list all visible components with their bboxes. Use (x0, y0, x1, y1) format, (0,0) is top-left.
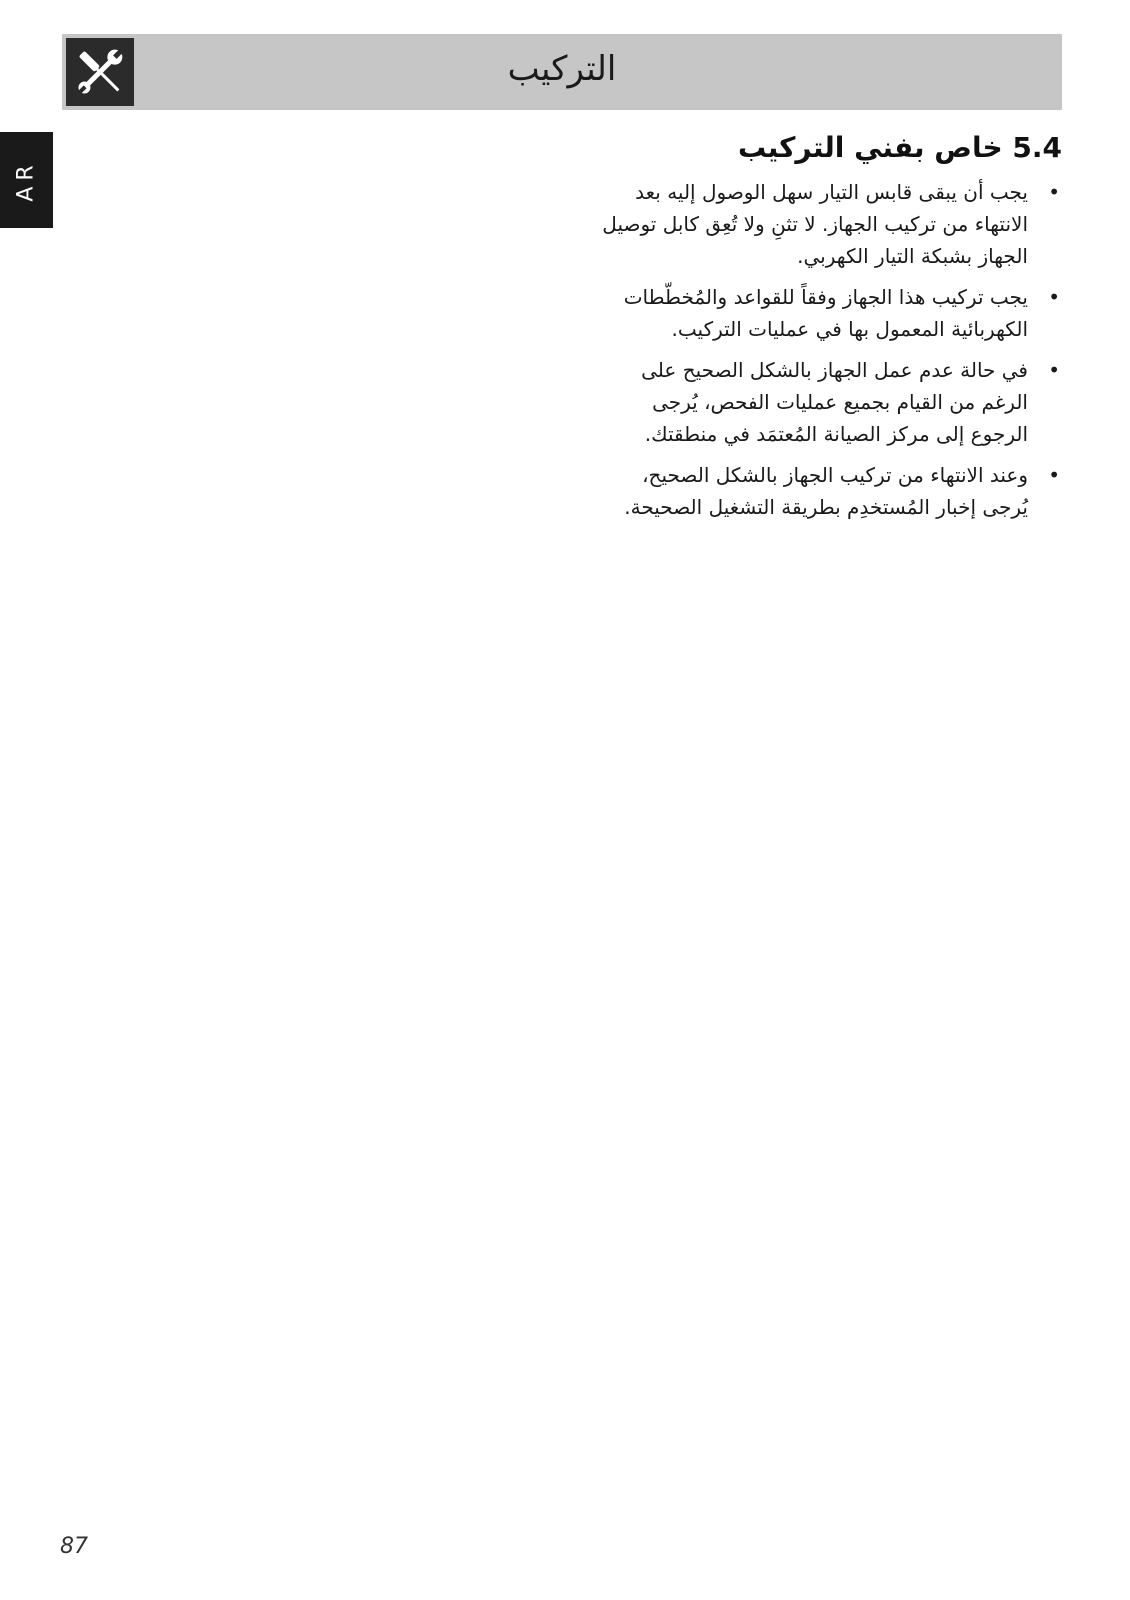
list-item (592, 354, 1062, 450)
list-item-text: وعند الانتهاء من تركيب الجهاز بالشكل الصحيح، يُرجى إخبار المُستخدِم بطريقة التشغيل الصحيحة. (624, 463, 1028, 519)
page-title: التركيب (507, 49, 617, 89)
language-tab (0, 132, 53, 228)
list-item-text: يجب أن يبقى قابس التيار سهل الوصول إليه بعد الانتهاء من تركيب الجهاز. لا تثنِ ولا تُعِق كابل توصيل الجهاز بشبكة التيار الكهربي. (602, 180, 1028, 268)
bullet-icon: • (1048, 285, 1060, 309)
language-tab-label: AR (14, 158, 39, 202)
header-bar (62, 34, 1062, 110)
list-item-text: يجب تركيب هذا الجهاز وفقاً للقواعد والمُخطّطات الكهربائية المعمول بها في عمليات التركيب. (623, 285, 1028, 341)
page-number: 87 (60, 1534, 88, 1559)
bullet-icon: • (1048, 463, 1060, 487)
list-item (592, 459, 1062, 523)
section-heading: 5.4 خاص بفني التركيب (738, 131, 1062, 164)
list-item-text: في حالة عدم عمل الجهاز بالشكل الصحيح على الرغم من القيام بجميع عمليات الفحص، يُرجى الرجوع إلى مركز الصيانة المُعتمَد في منطقتك. (641, 358, 1028, 446)
bullet-list (592, 176, 1062, 532)
list-item (592, 176, 1062, 272)
bullet-icon: • (1048, 358, 1060, 382)
list-item (592, 281, 1062, 345)
bullet-icon: • (1048, 180, 1060, 204)
